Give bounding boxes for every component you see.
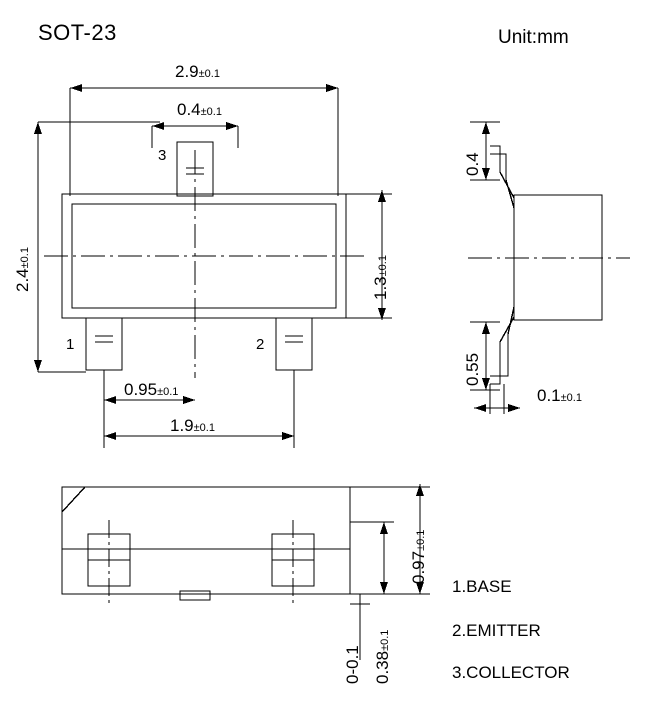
dim-body-height-tolerance: ±0.1 [19,247,31,269]
dim-lead-width-tolerance: ±0.1 [200,106,222,118]
dim-pitch-full-tolerance: ±0.1 [193,422,215,434]
dim-lead-thickness [537,387,582,404]
dim-foot-height: 0.55 [463,352,482,386]
dim-width-total-tolerance: ±0.1 [198,68,220,80]
dim-body-height [14,247,31,292]
legend-item-collector: 3.COLLECTOR [452,663,570,682]
dim-width-total-value: 2.9 [175,62,199,81]
dim-body-thickness-value: 0.97 [409,550,428,584]
pin-label-3: 3 [158,147,167,164]
dim-pitch-full [170,417,215,434]
dim-pitch-full-value: 1.9 [170,416,194,435]
dim-pitch-half-value: 0.95 [124,380,158,399]
legend-item-emitter: 2.EMITTER [452,621,541,640]
dim-standoff: 0.4 [463,152,482,176]
dim-body-inner-height [372,255,389,300]
dim-pitch-half [124,381,178,398]
unit-note: Unit:mm [498,27,569,48]
dim-body-height-value: 2.4 [13,268,32,292]
dim-body-thickness [410,530,427,584]
pin-label-1: 1 [66,336,75,353]
legend-item-base: 1.BASE [452,577,512,596]
dim-width-total [175,63,220,80]
dim-lead-thickness-tolerance: ±0.1 [560,392,582,404]
dim-lead-height-tolerance: ±0.1 [379,629,391,651]
pin-label-2: 2 [256,336,265,353]
dim-body-inner-height-tolerance: ±0.1 [377,255,389,277]
dim-lead-width [177,101,222,118]
dim-lead-thickness-value: 0.1 [537,386,561,405]
dim-body-thickness-tolerance: ±0.1 [415,529,427,551]
dim-lead-height-value: 0.38 [373,650,392,684]
dim-seating-plane: 0-0.1 [343,645,362,684]
dim-lead-width-value: 0.4 [177,100,201,119]
dim-lead-height [374,630,391,684]
dim-body-inner-height-value: 1.3 [371,276,390,300]
dim-pitch-half-tolerance: ±0.1 [157,386,179,398]
page-title: SOT-23 [38,20,117,45]
